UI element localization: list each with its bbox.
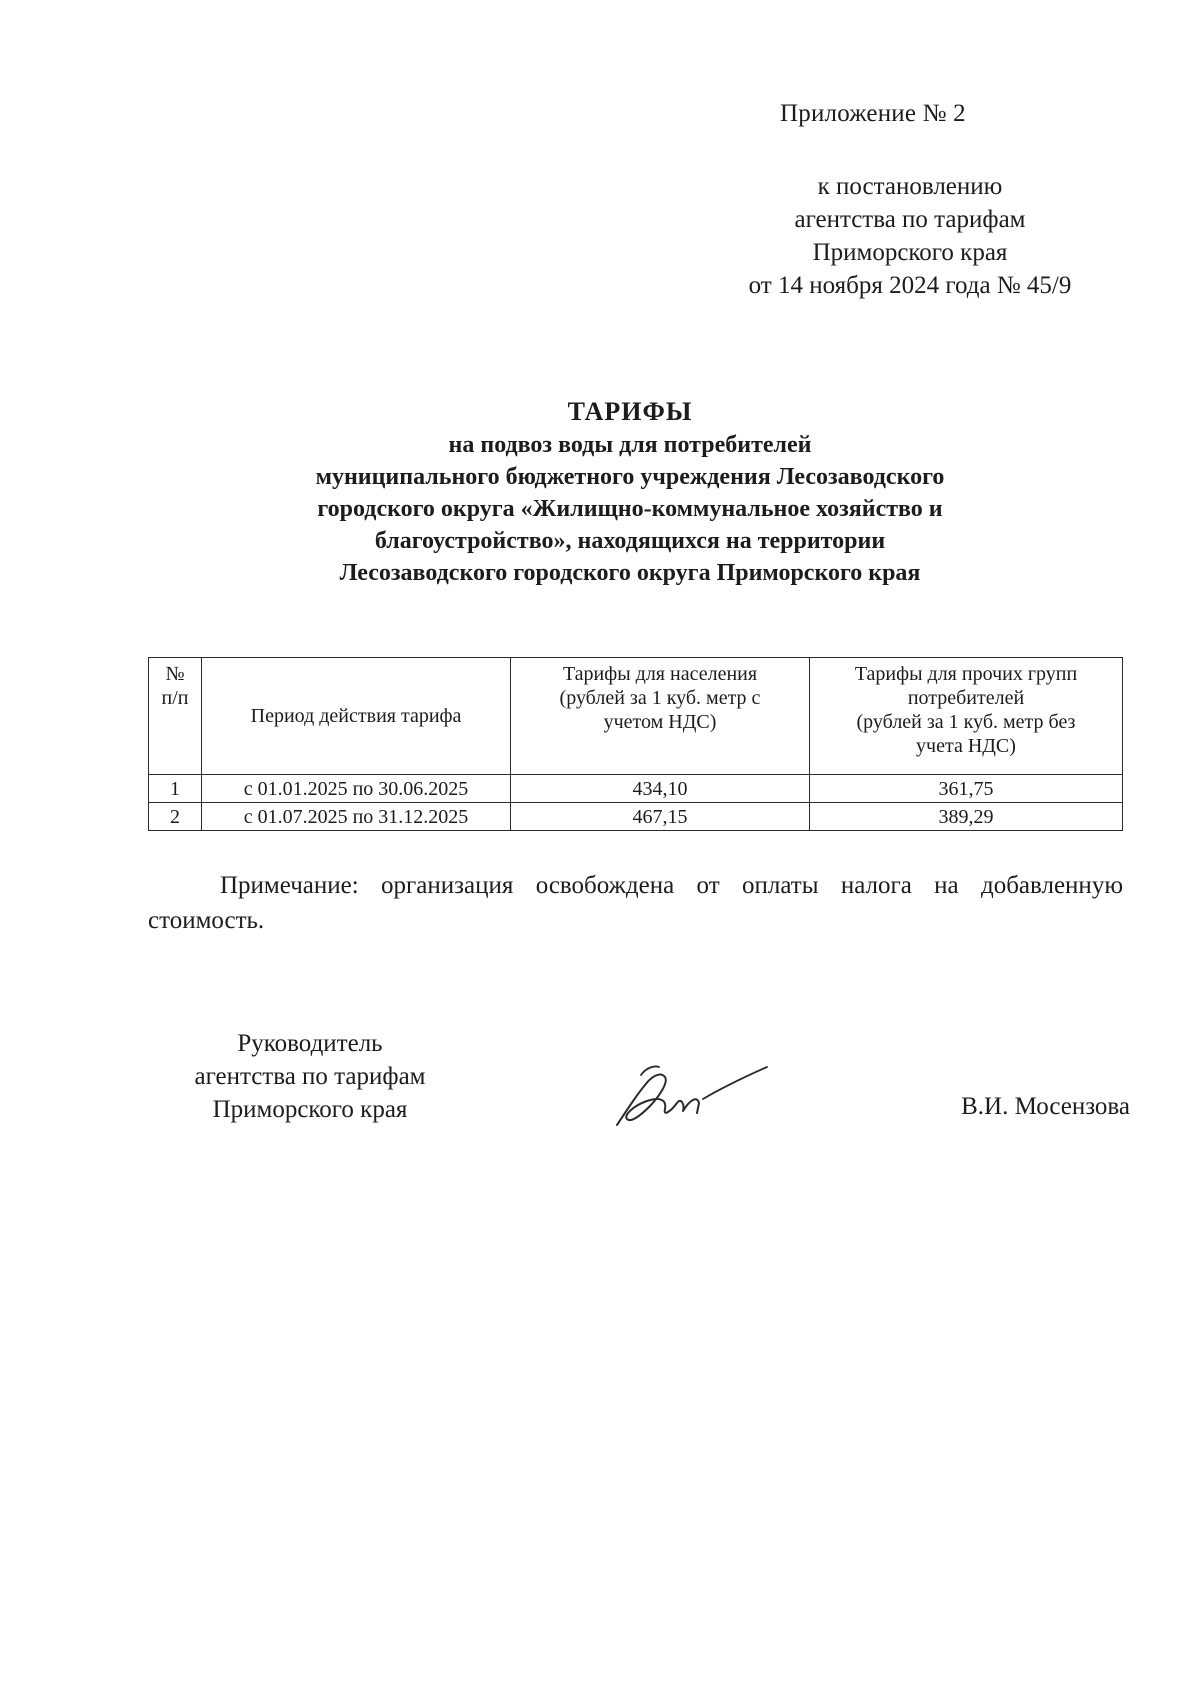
appendix-line: от 14 ноября 2024 года № 45/9 <box>748 272 1072 299</box>
tariff-table <box>148 657 1123 831</box>
signatory-name: В.И. Мосензова <box>961 1093 1130 1120</box>
title-line: муниципального бюджетного учреждения Лесозаводского <box>315 464 945 490</box>
table-header-row <box>149 658 1123 775</box>
cell-other-tariff: 361,75 <box>810 775 1123 803</box>
appendix-line: Приморского края <box>812 239 1008 266</box>
handwritten-signature-icon <box>605 1055 775 1135</box>
appendix-number: Приложение № 2 <box>780 100 966 127</box>
position-line: Приморского края <box>212 1096 408 1123</box>
appendix-reference <box>700 170 1120 302</box>
document-title <box>140 395 1120 589</box>
header-other-tariff: Тарифы для прочих групп потребителей (рублей за 1 куб. метр без учета НДС) <box>810 658 1123 775</box>
header-period: Период действия тарифа <box>202 658 511 775</box>
header-population-tariff: Тарифы для населения (рублей за 1 куб. метр с учетом НДС) <box>511 658 810 775</box>
note-paragraph: Примечание: организация освобождена от оплаты налога на добавленную стоимость. <box>148 872 1123 934</box>
cell-period: с 01.07.2025 по 31.12.2025 <box>202 803 511 831</box>
cell-num: 2 <box>149 803 202 831</box>
appendix-line: агентства по тарифам <box>794 206 1026 233</box>
cell-other-tariff: 389,29 <box>810 803 1123 831</box>
title-main: ТАРИФЫ <box>567 397 693 426</box>
cell-population-tariff: 434,10 <box>511 775 810 803</box>
cell-period: с 01.01.2025 по 30.06.2025 <box>202 775 511 803</box>
cell-num: 1 <box>149 775 202 803</box>
table-row <box>149 775 1123 803</box>
header-num: № п/п <box>149 658 202 775</box>
table-row <box>149 803 1123 831</box>
title-line: на подвоз воды для потребителей <box>448 432 812 458</box>
title-line: Лесозаводского городского округа Приморского края <box>339 560 921 586</box>
title-subtitle <box>140 429 1120 589</box>
title-line: городского округа «Жилищно-коммунальное хозяйство и <box>317 496 943 522</box>
position-line: Руководитель <box>237 1030 383 1057</box>
appendix-line: к постановлению <box>817 173 1003 200</box>
signatory-position <box>160 1027 460 1126</box>
cell-population-tariff: 467,15 <box>511 803 810 831</box>
position-line: агентства по тарифам <box>194 1063 426 1090</box>
title-line: благоустройство», находящихся на территории <box>374 528 886 554</box>
